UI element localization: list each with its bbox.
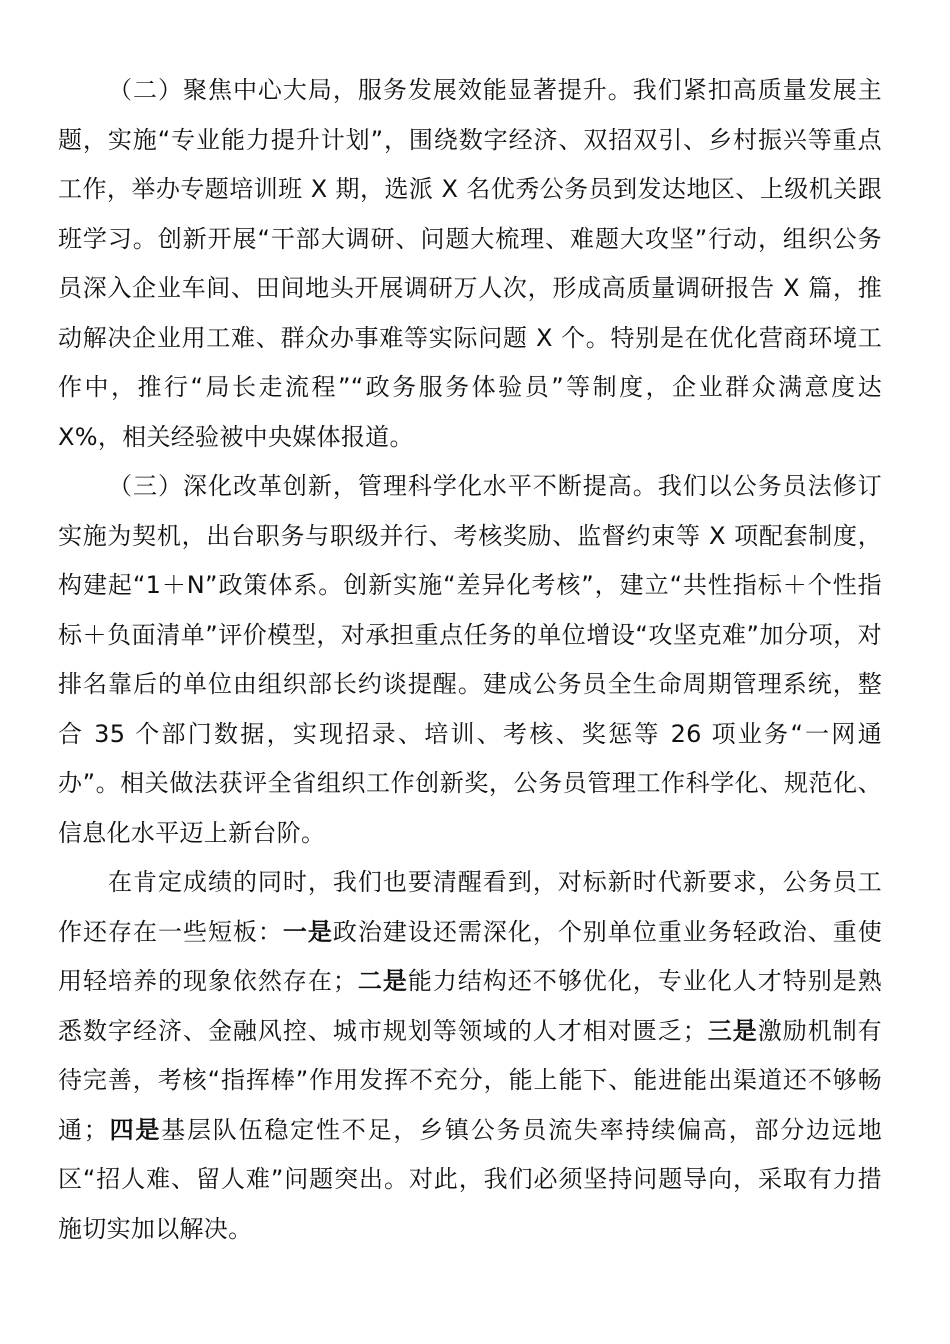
- shortcoming-second: 能力结构还不够优化，专业化人才特别是熟悉数字经济、金融风控、城市规划等领域的人才相对匮乏；: [58, 967, 882, 1045]
- lead-fourth: 四是: [108, 1115, 162, 1144]
- lead-first: 一是: [282, 917, 333, 946]
- paragraph-reform-innovation: （三）深化改革创新，管理科学化水平不断提高。我们以公务员法修订实施为契机，出台职务与职级并行、考核奖励、监督约束等 X 项配套制度，构建起“1＋N”政策体系。创新实施“差异化考核”，建立“共性指标＋个性指标＋负面清单”评价模型，对承担重点任务的单位增设“攻坚克难”加分项，对排名靠后的单位由组织部长约谈提醒。建成公务员全生命周期管理系统，整合 35 个部门数据，实现招录、培训、考核、奖惩等 26 项业务“一网通办”。相关做法获评全省组织工作创新奖，公务员管理工作科学化、规范化、信息化水平迈上新台阶。: [58, 472, 882, 847]
- lead-second: 二是: [357, 967, 408, 995]
- shortcoming-first: 政治建设还需深化，个别单位重业务轻政治、重使用轻培养的现象依然存在；: [58, 917, 882, 995]
- paragraph-shortcomings: [58, 858, 882, 1254]
- shortcoming-fourth: 基层队伍稳定性不足，乡镇公务员流失率持续偏高，部分边远地区“招人难、留人难”问题突出。对此，我们必须坚持问题导向，采取有力措施切实加以解决。: [58, 1115, 882, 1243]
- document-body: [58, 66, 882, 1254]
- lead-third: 三是: [707, 1016, 758, 1045]
- shortcomings-intro: 在肯定成绩的同时，我们也要清醒看到，对标新时代新要求，公务员工作还存在一些短板：: [58, 868, 882, 946]
- paragraph-development-efficiency: （二）聚焦中心大局，服务发展效能显著提升。我们紧扣高质量发展主题，实施“专业能力提升计划”，围绕数字经济、双招双引、乡村振兴等重点工作，举办专题培训班 X 期，选派 X 名优秀公务员到发达地区、上级机关跟班学习。创新开展“干部大调研、问题大梳理、难题大攻坚”行动，组织公务员深入企业车间、田间地头开展调研万人次，形成高质量调研报告 X 篇，推动解决企业用工难、群众办事难等实际问题 X 个。特别是在优化营商环境工作中，推行“局长走流程”“政务服务体验员”等制度，企业群众满意度达 X%，相关经验被中央媒体报道。: [58, 76, 882, 451]
- shortcoming-third: 激励机制有待完善，考核“指挥棒”作用发挥不充分，能上能下、能进能出渠道还不够畅通；: [58, 1016, 882, 1144]
